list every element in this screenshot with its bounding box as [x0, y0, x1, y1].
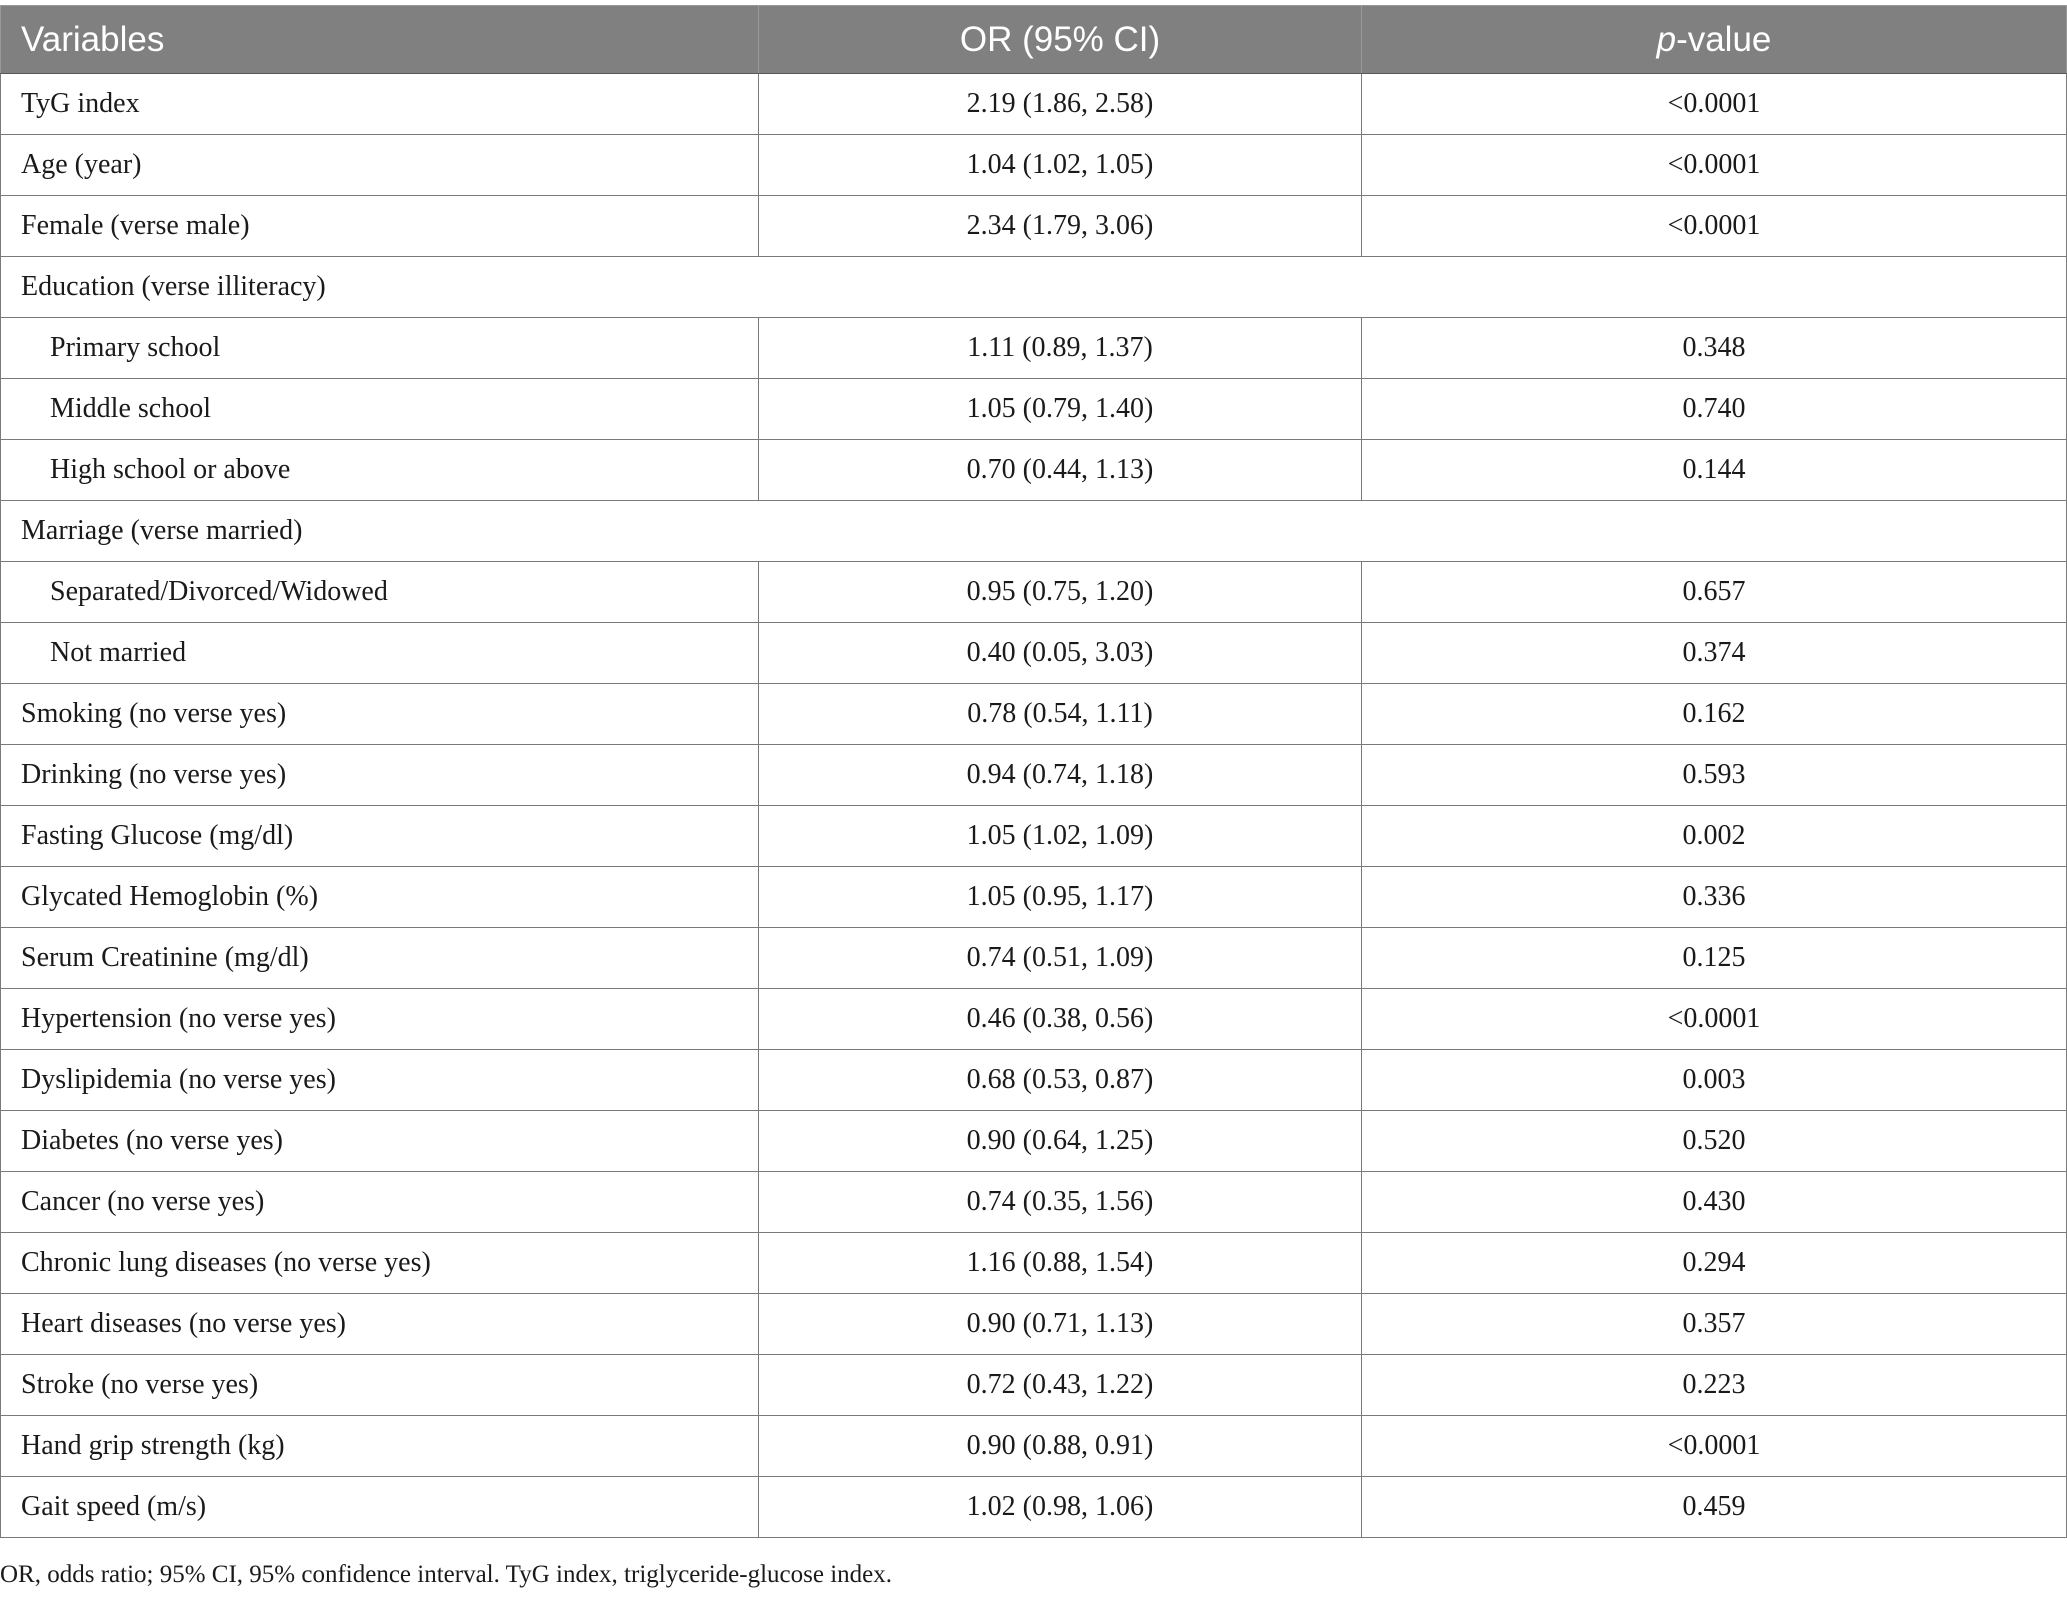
table-row	[1, 745, 2067, 806]
table-row	[1, 1111, 2067, 1172]
p-value-cell: 0.593	[1362, 745, 2067, 806]
table-row	[1, 318, 2067, 379]
p-value-cell: <0.0001	[1362, 196, 2067, 257]
table-row	[1, 684, 2067, 745]
or-cell: 0.40 (0.05, 3.03)	[759, 623, 1362, 684]
group-label: Education (verse illiteracy)	[1, 257, 2067, 318]
table-row	[1, 1416, 2067, 1477]
p-value-cell: 0.740	[1362, 379, 2067, 440]
table-body	[1, 74, 2067, 1538]
or-cell: 0.74 (0.35, 1.56)	[759, 1172, 1362, 1233]
header-p-italic: p	[1656, 19, 1677, 59]
variable-cell: Separated/Divorced/Widowed	[1, 562, 759, 623]
variable-cell: Not married	[1, 623, 759, 684]
or-cell: 0.46 (0.38, 0.56)	[759, 989, 1362, 1050]
table-row	[1, 196, 2067, 257]
or-cell: 1.16 (0.88, 1.54)	[759, 1233, 1362, 1294]
table-row	[1, 440, 2067, 501]
variable-cell: Diabetes (no verse yes)	[1, 1111, 759, 1172]
table-footnote: OR, odds ratio; 95% CI, 95% confidence interval. TyG index, triglyceride-glucose index.	[0, 1561, 893, 1588]
variable-cell: Gait speed (m/s)	[1, 1477, 759, 1538]
p-value-cell: 0.657	[1362, 562, 2067, 623]
or-cell: 1.02 (0.98, 1.06)	[759, 1477, 1362, 1538]
table-row	[1, 562, 2067, 623]
table-row	[1, 1050, 2067, 1111]
or-cell: 2.19 (1.86, 2.58)	[759, 74, 1362, 135]
or-cell: 2.34 (1.79, 3.06)	[759, 196, 1362, 257]
or-cell: 0.68 (0.53, 0.87)	[759, 1050, 1362, 1111]
table-row	[1, 989, 2067, 1050]
header-variables: Variables	[1, 6, 759, 74]
table-row	[1, 1172, 2067, 1233]
variable-cell: Serum Creatinine (mg/dl)	[1, 928, 759, 989]
or-cell: 1.04 (1.02, 1.05)	[759, 135, 1362, 196]
p-value-cell: 0.294	[1362, 1233, 2067, 1294]
table-row	[1, 806, 2067, 867]
variable-cell: Smoking (no verse yes)	[1, 684, 759, 745]
or-cell: 1.05 (1.02, 1.09)	[759, 806, 1362, 867]
variable-cell: High school or above	[1, 440, 759, 501]
table-row	[1, 928, 2067, 989]
p-value-cell: 0.223	[1362, 1355, 2067, 1416]
table-row	[1, 1233, 2067, 1294]
p-value-cell: <0.0001	[1362, 1416, 2067, 1477]
table-row	[1, 135, 2067, 196]
or-cell: 0.94 (0.74, 1.18)	[759, 745, 1362, 806]
variable-cell: Glycated Hemoglobin (%)	[1, 867, 759, 928]
table-container	[0, 5, 2067, 1538]
header-row	[1, 6, 2067, 74]
variable-cell: Dyslipidemia (no verse yes)	[1, 1050, 759, 1111]
p-value-cell: <0.0001	[1362, 135, 2067, 196]
or-cell: 0.74 (0.51, 1.09)	[759, 928, 1362, 989]
variable-cell: TyG index	[1, 74, 759, 135]
p-value-cell: 0.374	[1362, 623, 2067, 684]
or-cell: 0.70 (0.44, 1.13)	[759, 440, 1362, 501]
table-row	[1, 623, 2067, 684]
table-row	[1, 1477, 2067, 1538]
variable-cell: Cancer (no verse yes)	[1, 1172, 759, 1233]
or-cell: 1.11 (0.89, 1.37)	[759, 318, 1362, 379]
variable-cell: Middle school	[1, 379, 759, 440]
or-cell: 1.05 (0.95, 1.17)	[759, 867, 1362, 928]
p-value-cell: 0.003	[1362, 1050, 2067, 1111]
results-table	[0, 5, 2067, 1538]
p-value-cell: 0.430	[1362, 1172, 2067, 1233]
variable-cell: Female (verse male)	[1, 196, 759, 257]
table-row	[1, 74, 2067, 135]
variable-cell: Chronic lung diseases (no verse yes)	[1, 1233, 759, 1294]
variable-cell: Age (year)	[1, 135, 759, 196]
p-value-cell: <0.0001	[1362, 989, 2067, 1050]
table-row	[1, 379, 2067, 440]
table-group-row	[1, 257, 2067, 318]
p-value-cell: 0.357	[1362, 1294, 2067, 1355]
variable-cell: Fasting Glucose (mg/dl)	[1, 806, 759, 867]
p-value-cell: <0.0001	[1362, 74, 2067, 135]
p-value-cell: 0.144	[1362, 440, 2067, 501]
or-cell: 1.05 (0.79, 1.40)	[759, 379, 1362, 440]
variable-cell: Drinking (no verse yes)	[1, 745, 759, 806]
or-cell: 0.72 (0.43, 1.22)	[759, 1355, 1362, 1416]
header-or: OR (95% CI)	[759, 6, 1362, 74]
p-value-cell: 0.162	[1362, 684, 2067, 745]
or-cell: 0.95 (0.75, 1.20)	[759, 562, 1362, 623]
or-cell: 0.90 (0.88, 0.91)	[759, 1416, 1362, 1477]
variable-cell: Heart diseases (no verse yes)	[1, 1294, 759, 1355]
table-row	[1, 867, 2067, 928]
or-cell: 0.90 (0.71, 1.13)	[759, 1294, 1362, 1355]
variable-cell: Hypertension (no verse yes)	[1, 989, 759, 1050]
variable-cell: Hand grip strength (kg)	[1, 1416, 759, 1477]
p-value-cell: 0.002	[1362, 806, 2067, 867]
header-p-value	[1362, 6, 2067, 74]
or-cell: 0.90 (0.64, 1.25)	[759, 1111, 1362, 1172]
p-value-cell: 0.520	[1362, 1111, 2067, 1172]
p-value-cell: 0.125	[1362, 928, 2067, 989]
variable-cell: Stroke (no verse yes)	[1, 1355, 759, 1416]
group-label: Marriage (verse married)	[1, 501, 2067, 562]
table-row	[1, 1294, 2067, 1355]
p-value-cell: 0.336	[1362, 867, 2067, 928]
header-p-rest: -value	[1676, 19, 1772, 59]
variable-cell: Primary school	[1, 318, 759, 379]
p-value-cell: 0.348	[1362, 318, 2067, 379]
or-cell: 0.78 (0.54, 1.11)	[759, 684, 1362, 745]
p-value-cell: 0.459	[1362, 1477, 2067, 1538]
table-row	[1, 1355, 2067, 1416]
table-group-row	[1, 501, 2067, 562]
